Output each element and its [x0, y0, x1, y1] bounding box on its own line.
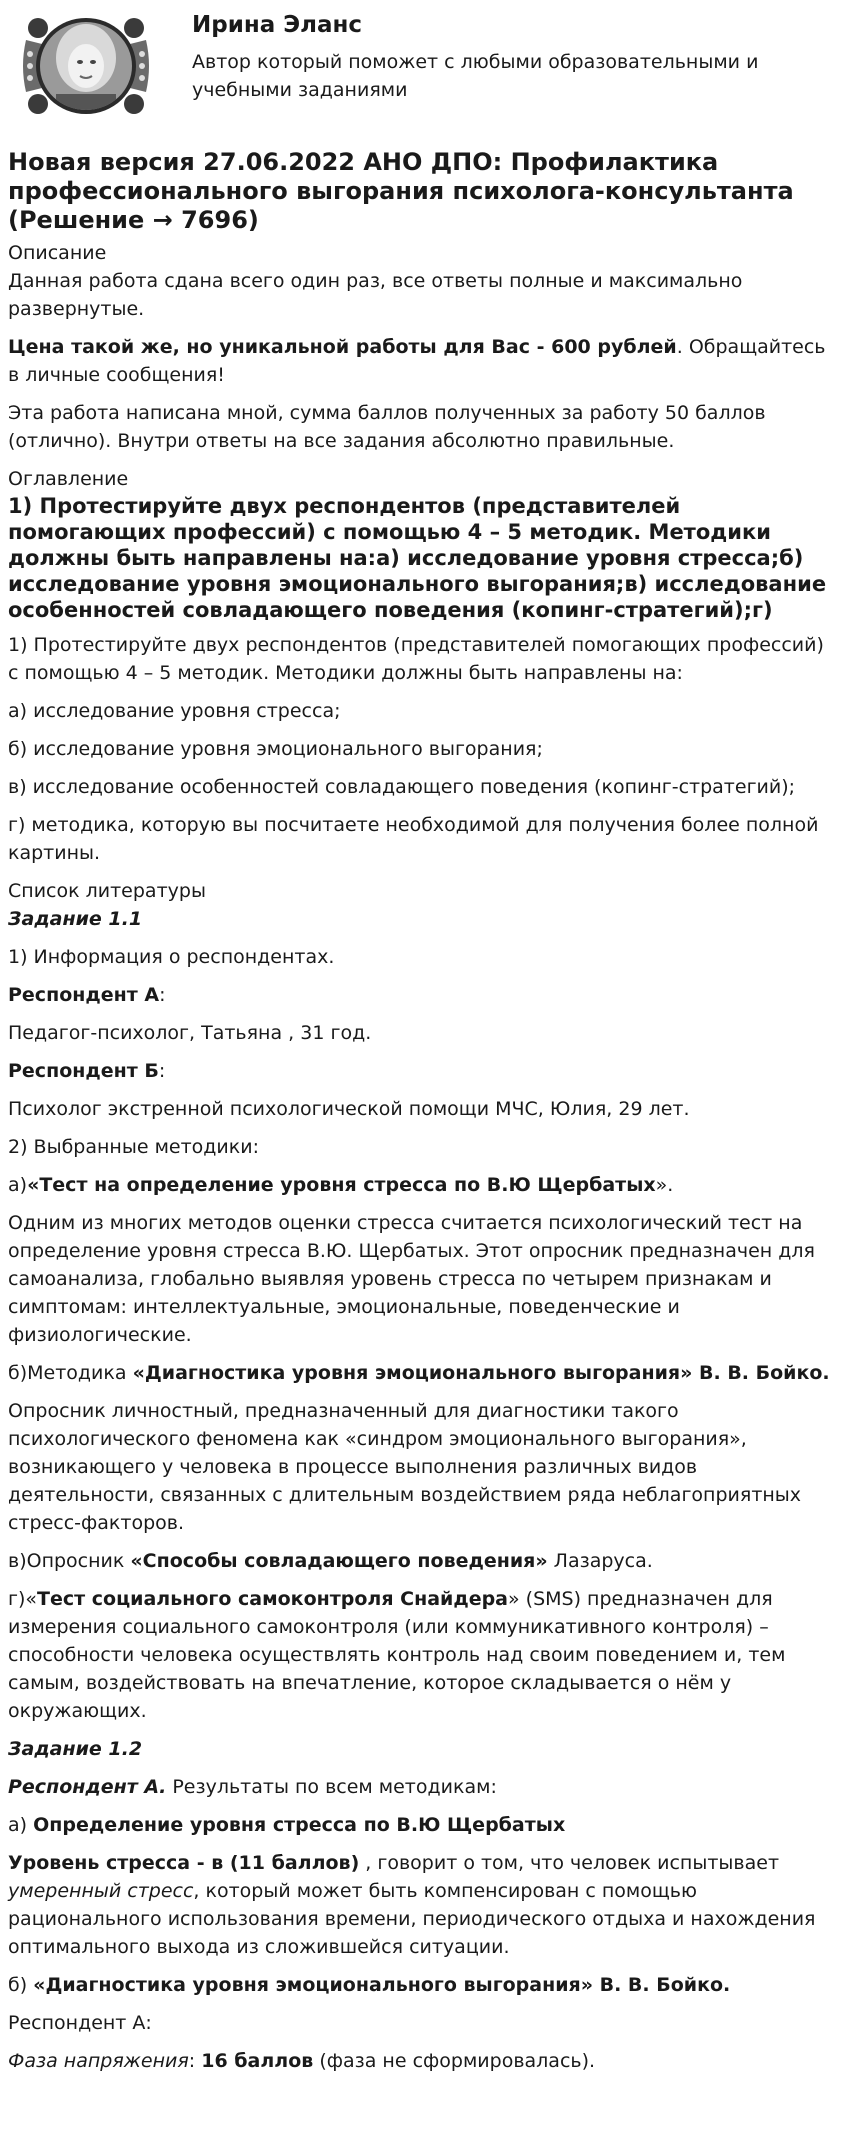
document-title: Новая версия 27.06.2022 АНО ДПО: Профилактика профессионального выгорания психолога-консультанта (Решение → 7696): [8, 148, 794, 234]
respondent-b-desc: Психолог экстренной психологической помощи МЧС, Юлия, 29 лет.: [8, 1098, 690, 1120]
methods-heading: 2) Выбранные методики:: [8, 1136, 259, 1158]
task-b: б) исследование уровня эмоционального выгорания;: [8, 738, 543, 760]
stress-level-paragraph: [8, 1849, 839, 1961]
score-text: Эта работа написана мной, сумма баллов полученных за работу 50 баллов (отлично). Внутри ответы на все задания абсолютно правильные.: [8, 402, 766, 452]
respondent-a-label: Респондент А: [8, 984, 160, 1006]
method-d-rest: » (SMS) предназначен для измерения социального самоконтроля (или коммуникативного контроля) – способности человека осуществлять контроль над своим поведением и, тем самым, воздействовать на впечатление, которое складывается о нём у окружающих.: [8, 1588, 786, 1722]
price-rest: . Обращайтесь в личные сообщения!: [8, 336, 826, 386]
stress-text-2: , который может быть компенсирован с помощью рационального использования времени, периодического отдыха и нахождения оптимального выхода из сложившейся ситуации.: [8, 1880, 816, 1958]
method-d-bold: Тест социального самоконтроля Снайдера: [37, 1588, 509, 1610]
method-c-bold: «Способы совладающего поведения»: [130, 1550, 548, 1572]
results-a-rest: Результаты по всем методикам:: [166, 1776, 497, 1798]
method-a-suffix: ».: [655, 1174, 674, 1196]
respondent-b-label: Респондент Б: [8, 1060, 159, 1082]
method-b-prefix: б)Методика: [8, 1362, 133, 1384]
method-c-suffix: Лазаруса.: [547, 1550, 653, 1572]
result-b-method: [8, 1971, 839, 1999]
respondent-a-heading: Респондент А:: [8, 984, 166, 1006]
description-text: Данная работа сдана всего один раз, все ответы полные и максимально развернутые.: [8, 270, 743, 320]
task-c: в) исследование особенностей совладающего поведения (копинг-стратегий);: [8, 776, 796, 798]
author-block: [8, 0, 839, 136]
result-b-respondent: Респондент А:: [8, 2012, 152, 2034]
author-name[interactable]: Ирина Эланс: [192, 12, 363, 38]
method-a-bold: «Тест на определение уровня стресса по В.Ю Щербатых: [27, 1174, 656, 1196]
task-a: а) исследование уровня стресса;: [8, 700, 341, 722]
method-c-prefix: в)Опросник: [8, 1550, 131, 1572]
author-description: Автор который поможет с любыми образовательными и учебными заданиями: [192, 51, 759, 101]
method-b-desc: Опросник личностный, предназначенный для диагностики такого психологического феномена как «синдром эмоционального выгорания», возникающего у человека в процессе выполнения различных видов деятельности, связанных с длительным воздействием ряда неблагоприятных стресс-факторов.: [8, 1400, 802, 1534]
method-b: [8, 1359, 839, 1387]
result-a-method: [8, 1811, 839, 1839]
method-a-prefix: а): [8, 1174, 28, 1196]
task-intro: 1) Протестируйте двух респондентов (представителей помогающих профессий) с помощью 4 – 5 методик. Методики должны быть направлены на:: [8, 634, 824, 684]
phase-paragraph: [8, 2047, 839, 2075]
method-a-desc: Одним из многих методов оценки стресса считается психологический тест на определение уровня стресса В.Ю. Щербатых. Этот опросник предназначен для самоанализа, глобально выявляя уровень стресса по четырем признакам и симптомам: интеллектуальные, эмоциональные, поведенческие и физиологические.: [8, 1212, 815, 1346]
task-1-2-heading: Задание 1.2: [8, 1738, 143, 1760]
method-d-prefix: г)«: [8, 1588, 38, 1610]
result-b-bold: «Диагностика уровня эмоционального выгорания» В. В. Бойко.: [33, 1974, 731, 1996]
stress-italic: умеренный стресс: [8, 1880, 194, 1902]
method-a: [8, 1171, 839, 1199]
price-bold: Цена такой же, но уникальной работы для Вас - 600 рублей: [8, 336, 677, 358]
method-c: [8, 1547, 839, 1575]
result-a-prefix: а): [8, 1814, 34, 1836]
respondents-info: 1) Информация о респондентах.: [8, 946, 335, 968]
literature-label: Список литературы: [8, 880, 206, 902]
price-paragraph: [8, 333, 839, 389]
results-a-heading: [8, 1773, 839, 1801]
author-avatar[interactable]: [16, 10, 156, 122]
method-b-bold: «Диагностика уровня эмоционального выгорания» В. В. Бойко.: [132, 1362, 830, 1384]
method-d: [8, 1585, 839, 1725]
result-a-bold: Определение уровня стресса по В.Ю Щербатых: [33, 1814, 566, 1836]
respondent-b-heading: Респондент Б:: [8, 1060, 166, 1082]
phase-italic: Фаза напряжения: [8, 2050, 189, 2072]
toc-item[interactable]: 1) Протестируйте двух респондентов (представителей помогающих профессий) с помощью 4 – 5 методик. Методики должны быть направлены на:а) исследование уровня стресса;б) исследование уровня эмоционального выгорания;в) исследование особенностей совладающего поведения (копинг-стратегий);г): [8, 494, 827, 622]
task-1-1-heading: Задание 1.1: [8, 908, 143, 930]
task-d: г) методика, которую вы посчитаете необходимой для получения более полной картины.: [8, 814, 819, 864]
result-b-prefix: б): [8, 1974, 34, 1996]
phase-rest: (фаза не сформировалась).: [313, 2050, 596, 2072]
phase-colon: :: [188, 2050, 202, 2072]
toc-label: Оглавление: [8, 468, 129, 490]
respondent-a-desc: Педагог-психолог, Татьяна , 31 год.: [8, 1022, 372, 1044]
phase-bold: 16 баллов: [201, 2050, 314, 2072]
stress-text-1: , говорит о том, что человек испытывает: [359, 1852, 780, 1874]
stress-level-bold: Уровень стресса - в (11 баллов): [8, 1852, 360, 1874]
results-a-label: Респондент А.: [8, 1776, 167, 1798]
description-label: Описание: [8, 242, 107, 264]
